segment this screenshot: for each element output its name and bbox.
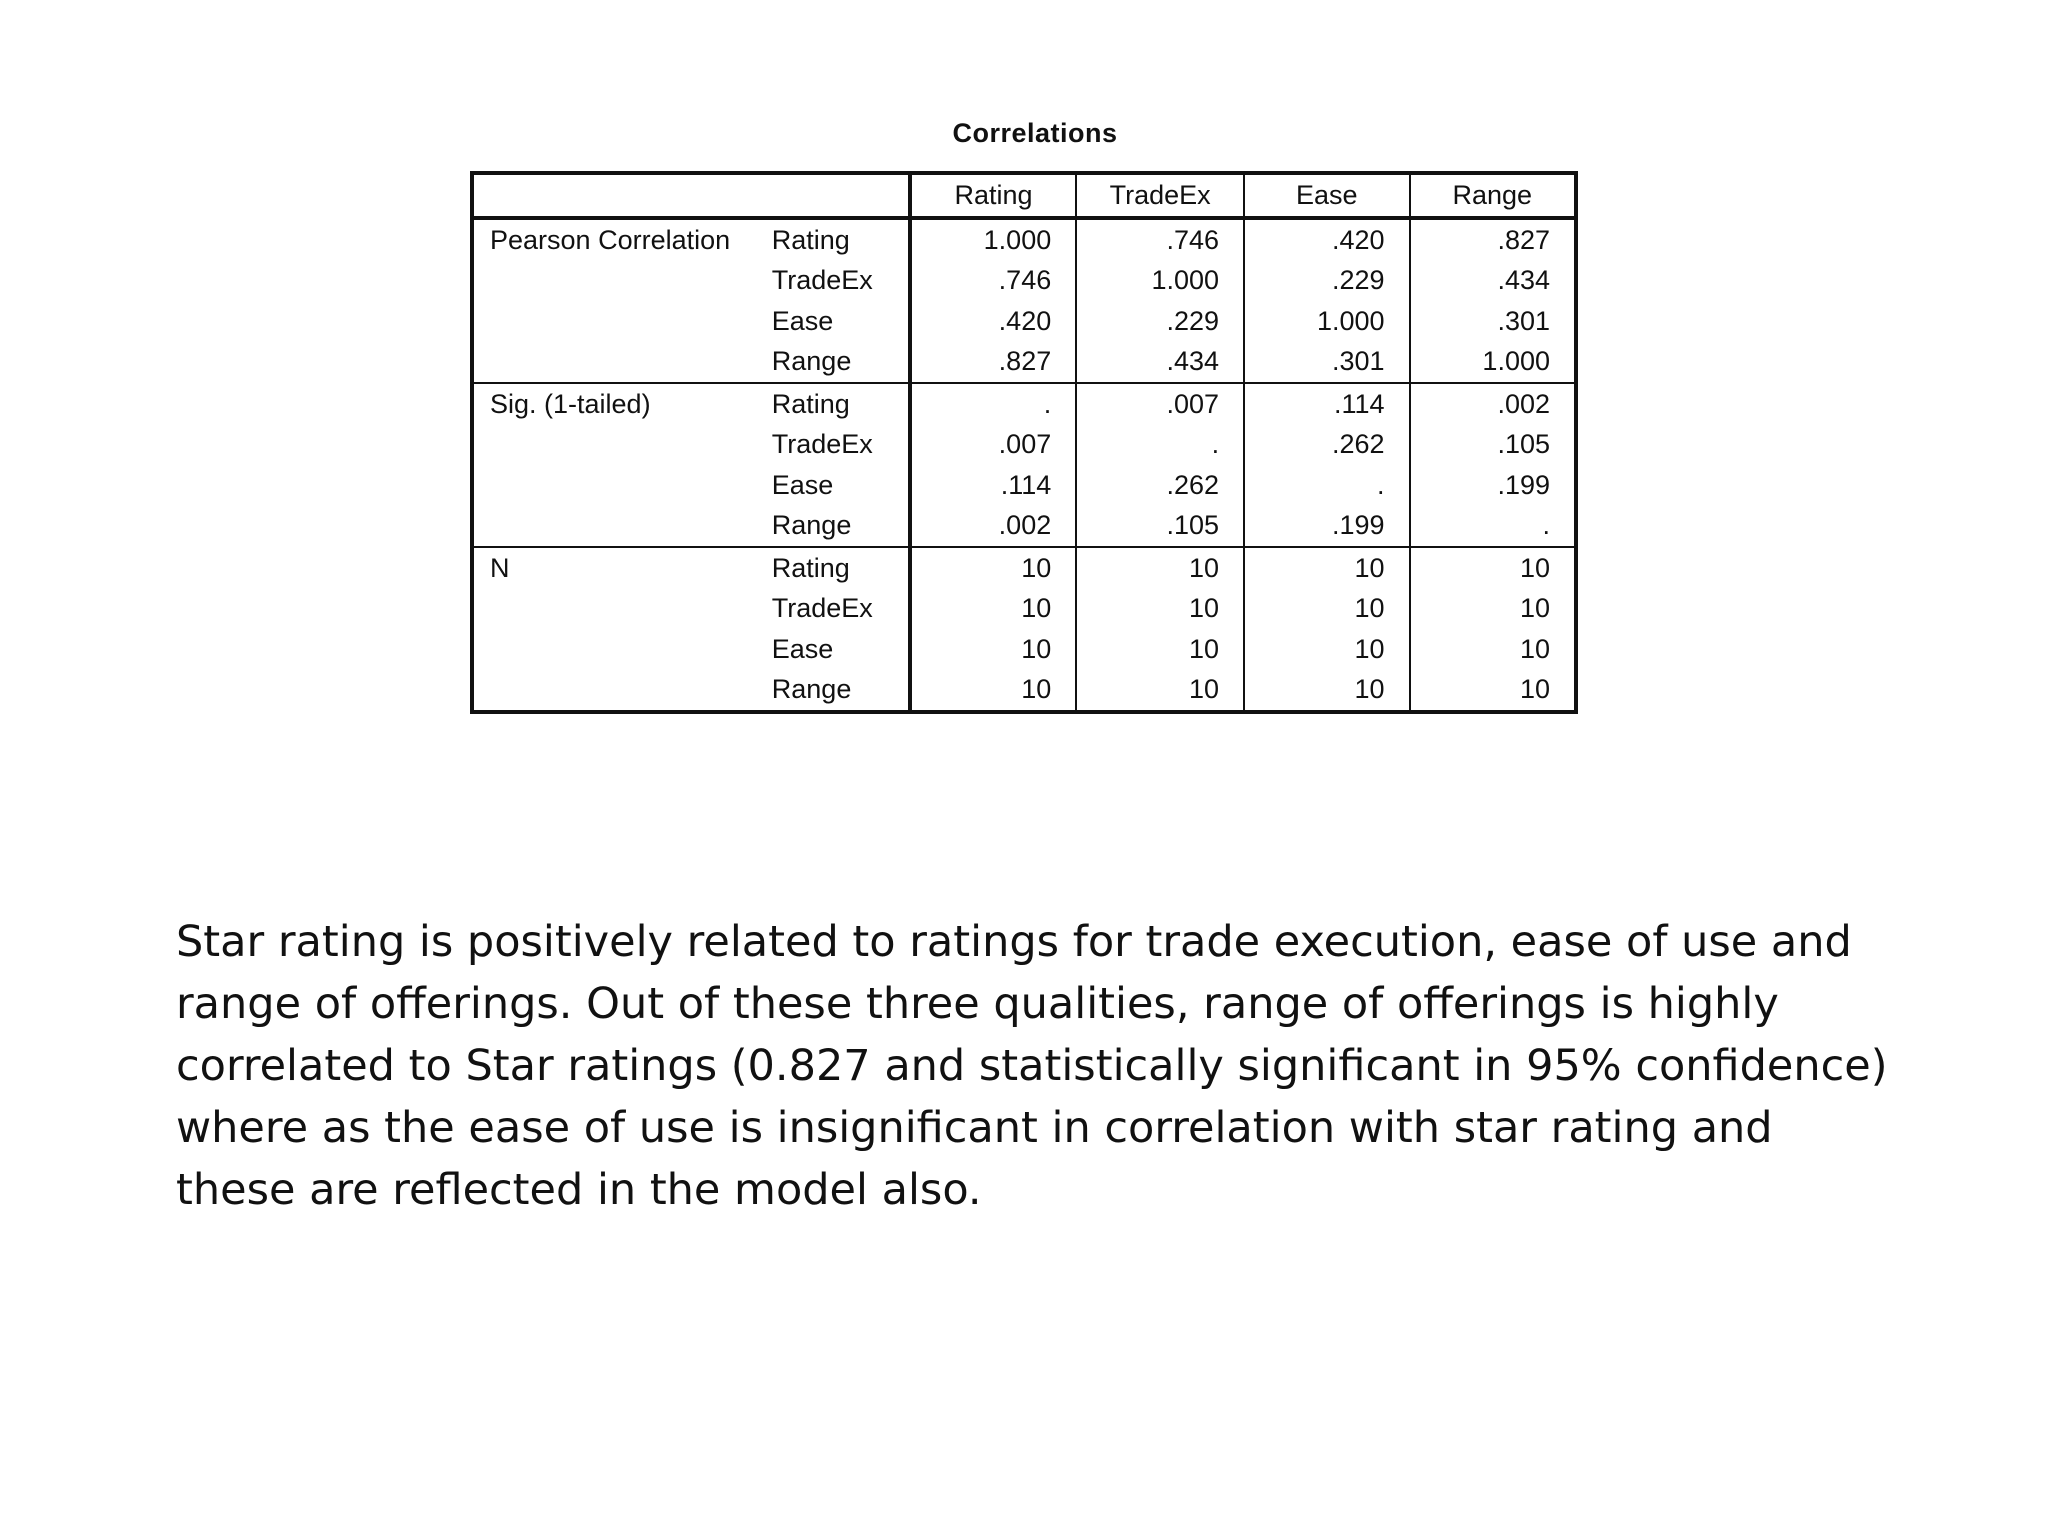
row-group-label	[472, 669, 772, 712]
table-cell: .746	[910, 260, 1076, 301]
correlations-table	[470, 171, 1578, 714]
table-row	[472, 669, 1576, 712]
table-cell: 10	[1076, 547, 1244, 589]
table-cell: .	[1244, 465, 1409, 506]
table-cell: .	[1076, 424, 1244, 465]
table-header-row	[472, 173, 1576, 218]
row-group-label: Sig. (1-tailed)	[490, 388, 651, 419]
table-cell: 10	[1519, 593, 1550, 624]
table-row	[472, 383, 1576, 425]
table-cell: .434	[1076, 341, 1244, 383]
table-title: Correlations	[952, 118, 1118, 148]
table-cell: 1.000	[1076, 260, 1244, 301]
table-cell: .746	[1076, 218, 1244, 261]
table-cell: 10	[1244, 547, 1409, 589]
row-variable-label: Ease	[772, 465, 910, 506]
summary-paragraph: Star rating is positively related to ratings for trade execution, ease of use and range of offerings. Out of these three qualities, range of offerings is highly correlated to Star ratings (0.827 and statistically significant in 95% confidence) where as the ease of use is insignificant in correlation with star rating and these are reflected in the model also.	[176, 917, 1888, 1215]
row-variable-label: TradeEx	[772, 424, 910, 465]
table-row	[472, 505, 1576, 547]
table-cell: .199	[1497, 469, 1550, 500]
table-cell: .105	[1076, 505, 1244, 547]
row-group-label	[472, 588, 772, 629]
row-variable-label: Ease	[772, 301, 910, 342]
table-cell: .420	[910, 301, 1076, 342]
column-header: TradeEx	[1076, 173, 1244, 218]
table-cell: 1.000	[910, 218, 1076, 261]
row-variable-label: Rating	[772, 218, 910, 261]
row-group-label	[472, 341, 772, 383]
row-variable-label: Range	[772, 341, 910, 383]
table-cell: 1.000	[1410, 341, 1576, 383]
correlations-table-container	[470, 118, 1580, 714]
row-variable-label: Ease	[772, 629, 910, 670]
table-cell: .007	[1076, 383, 1244, 425]
row-variable-label: Rating	[772, 383, 910, 425]
table-cell: 1.000	[1244, 301, 1409, 342]
table-cell: .	[1410, 505, 1576, 547]
table-cell: .002	[910, 505, 1076, 547]
table-row	[472, 588, 1576, 629]
table-cell: 10	[1519, 552, 1550, 583]
row-variable-label: Rating	[772, 547, 910, 589]
table-row	[472, 341, 1576, 383]
table-row	[472, 218, 1576, 261]
table-cell: 10	[1519, 674, 1550, 705]
table-cell: .827	[1497, 224, 1550, 255]
table-cell: .229	[1076, 301, 1244, 342]
table-row	[472, 629, 1576, 670]
table-cell: .002	[1497, 388, 1550, 419]
table-cell: 10	[910, 588, 1076, 629]
table-cell: .105	[1497, 429, 1550, 460]
table-cell: .	[910, 383, 1076, 425]
table-cell: .827	[910, 341, 1076, 383]
table-cell: .199	[1244, 505, 1409, 547]
row-group-label: Pearson Correlation	[490, 224, 731, 255]
row-group-label	[472, 301, 772, 342]
row-group-label	[472, 629, 772, 670]
row-group-label: N	[490, 552, 510, 583]
table-cell: .301	[1244, 341, 1409, 383]
table-row	[472, 260, 1576, 301]
header-blank-group	[472, 173, 772, 218]
table-cell: .262	[1244, 424, 1409, 465]
table-row	[472, 547, 1576, 589]
table-cell: 10	[910, 669, 1076, 712]
table-cell: 10	[1076, 629, 1244, 670]
table-cell: .007	[910, 424, 1076, 465]
table-row	[472, 301, 1576, 342]
table-cell: 10	[910, 629, 1076, 670]
column-header: Ease	[1244, 173, 1409, 218]
column-header: Rating	[910, 173, 1076, 218]
row-variable-label: TradeEx	[772, 588, 910, 629]
column-header: Range	[1410, 173, 1576, 218]
table-cell: .420	[1244, 218, 1409, 261]
table-cell: .301	[1497, 305, 1550, 336]
table-cell: 10	[1519, 633, 1550, 664]
row-group-label	[472, 260, 772, 301]
table-cell: .434	[1497, 265, 1550, 296]
table-cell: 10	[1076, 588, 1244, 629]
row-variable-label: Range	[772, 669, 910, 712]
table-cell: 10	[1244, 588, 1409, 629]
row-variable-label: TradeEx	[772, 260, 910, 301]
table-row	[472, 465, 1576, 506]
table-cell: 10	[1244, 669, 1409, 712]
row-variable-label: Range	[772, 505, 910, 547]
table-cell: .114	[1244, 383, 1409, 425]
table-row	[472, 424, 1576, 465]
table-cell: 10	[1076, 669, 1244, 712]
row-group-label	[472, 505, 772, 547]
table-cell: .262	[1076, 465, 1244, 506]
header-blank-var	[772, 173, 910, 218]
row-group-label	[472, 465, 772, 506]
table-cell: 10	[1244, 629, 1409, 670]
table-cell: .114	[910, 465, 1076, 506]
table-cell: 10	[910, 547, 1076, 589]
row-group-label	[472, 424, 772, 465]
table-cell: .229	[1244, 260, 1409, 301]
table-body	[472, 218, 1576, 712]
